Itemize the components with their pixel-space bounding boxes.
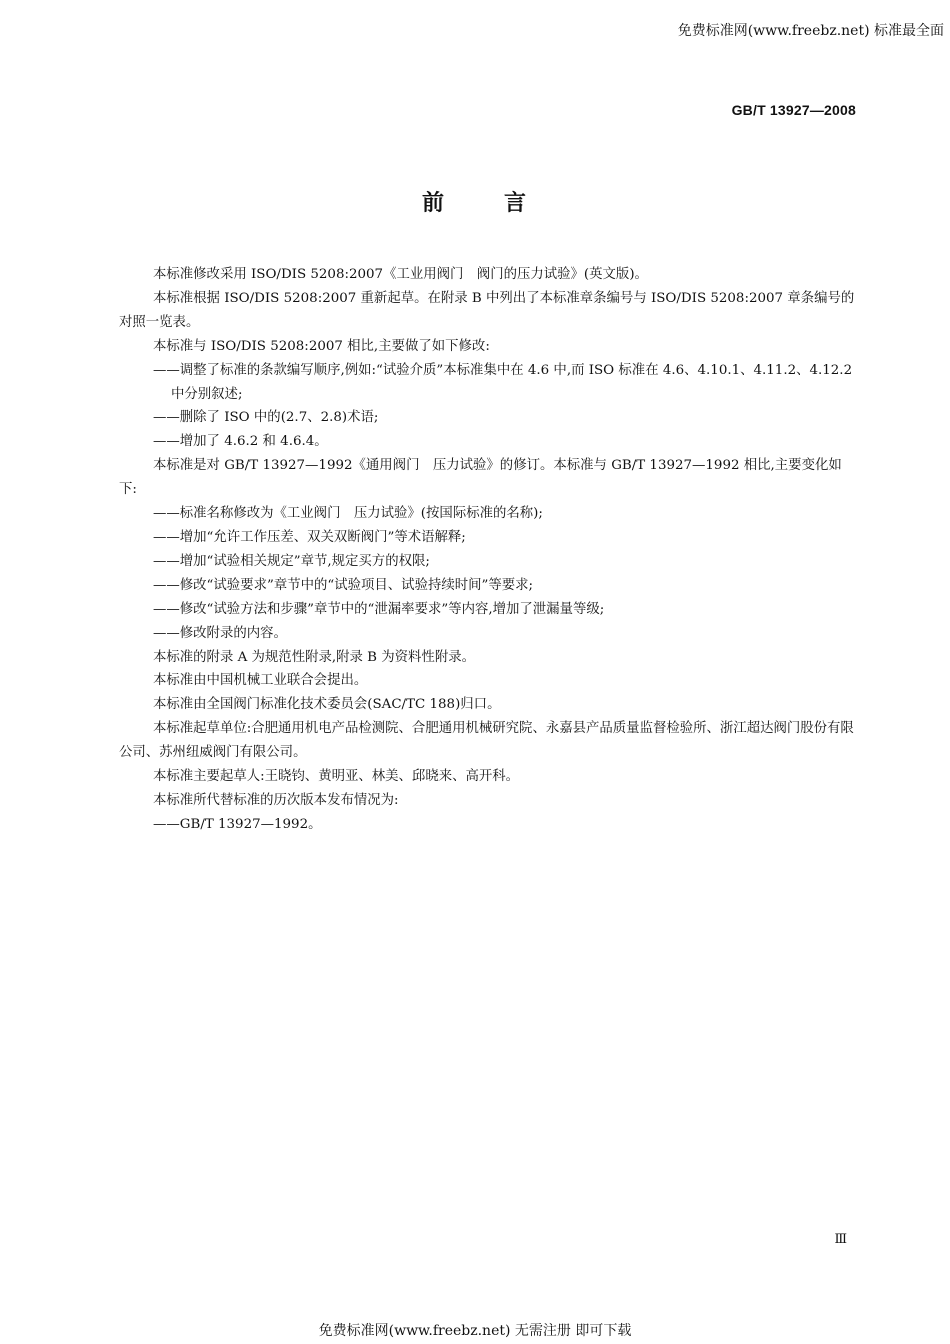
foreword-body bbox=[119, 263, 857, 837]
title-char-1: 前 bbox=[421, 191, 446, 216]
paragraph: 本标准根据 ISO/DIS 5208:2007 重新起草。在附录 B 中列出了本标准章条编号与 ISO/DIS 5208:2007 章条编号的对照一览表。 bbox=[119, 290, 855, 330]
dash-list-item: ——修改“试验方法和步骤”章节中的“泄漏率要求”等内容,增加了泄漏量等级; bbox=[153, 601, 605, 617]
standard-number: GB/T 13927—2008 bbox=[731, 102, 856, 118]
paragraph: 本标准起草单位:合肥通用机电产品检测院、合肥通用机械研究院、永嘉县产品质量监督检验所、浙江超达阀门股份有限公司、苏州纽威阀门有限公司。 bbox=[119, 721, 854, 761]
paragraph: 本标准是对 GB/T 13927—1992《通用阀门 压力试验》的修订。本标准与 GB/T 13927—1992 相比,主要变化如下: bbox=[119, 458, 842, 498]
dash-list-item: ——标准名称修改为《工业阀门 压力试验》(按国际标准的名称); bbox=[153, 506, 543, 522]
page-title bbox=[0, 186, 950, 217]
dash-list-item: ——增加了 4.6.2 和 4.6.4。 bbox=[153, 434, 328, 450]
paragraph: 本标准由中国机械工业联合会提出。 bbox=[153, 673, 368, 689]
paragraph: 本标准修改采用 ISO/DIS 5208:2007《工业用阀门 阀门的压力试验》(英文版)。 bbox=[153, 267, 648, 282]
paragraph: 本标准主要起草人:王晓钧、黄明亚、林美、邱晓来、高开科。 bbox=[153, 769, 520, 785]
dash-list-item: ——删除了 ISO 中的(2.7、2.8)术语; bbox=[153, 410, 379, 426]
dash-list-item: ——修改“试验要求”章节中的“试验项目、试验持续时间”等要求; bbox=[153, 577, 534, 593]
dash-list-item: ——增加“允许工作压差、双关双断阀门”等术语解释; bbox=[153, 529, 466, 545]
dash-list-item: ——调整了标准的条款编写顺序,例如:“试验介质”本标准集中在 4.6 中,而 ISO 标准在 4.6、4.10.1、4.11.2、4.12.2 中分别叙述; bbox=[153, 362, 853, 402]
paragraph: 本标准与 ISO/DIS 5208:2007 相比,主要做了如下修改: bbox=[153, 338, 490, 354]
paragraph: 本标准的附录 A 为规范性附录,附录 B 为资料性附录。 bbox=[153, 649, 475, 665]
dash-list-item: ——GB/T 13927—1992。 bbox=[153, 816, 322, 832]
top-watermark-banner: 免费标准网(www.freebz.net) 标准最全面 bbox=[677, 23, 944, 39]
bottom-watermark-banner: 免费标准网(www.freebz.net) 无需注册 即可下载 bbox=[318, 1323, 632, 1339]
paragraph: 本标准所代替标准的历次版本发布情况为: bbox=[153, 792, 399, 808]
paragraph: 本标准由全国阀门标准化技术委员会(SAC/TC 188)归口。 bbox=[153, 697, 501, 713]
dash-list-item: ——修改附录的内容。 bbox=[153, 625, 287, 641]
title-char-2: 言 bbox=[504, 191, 529, 216]
page-number: Ⅲ bbox=[834, 1232, 846, 1247]
dash-list-item: ——增加“试验相关规定”章节,规定买方的权限; bbox=[153, 553, 430, 569]
